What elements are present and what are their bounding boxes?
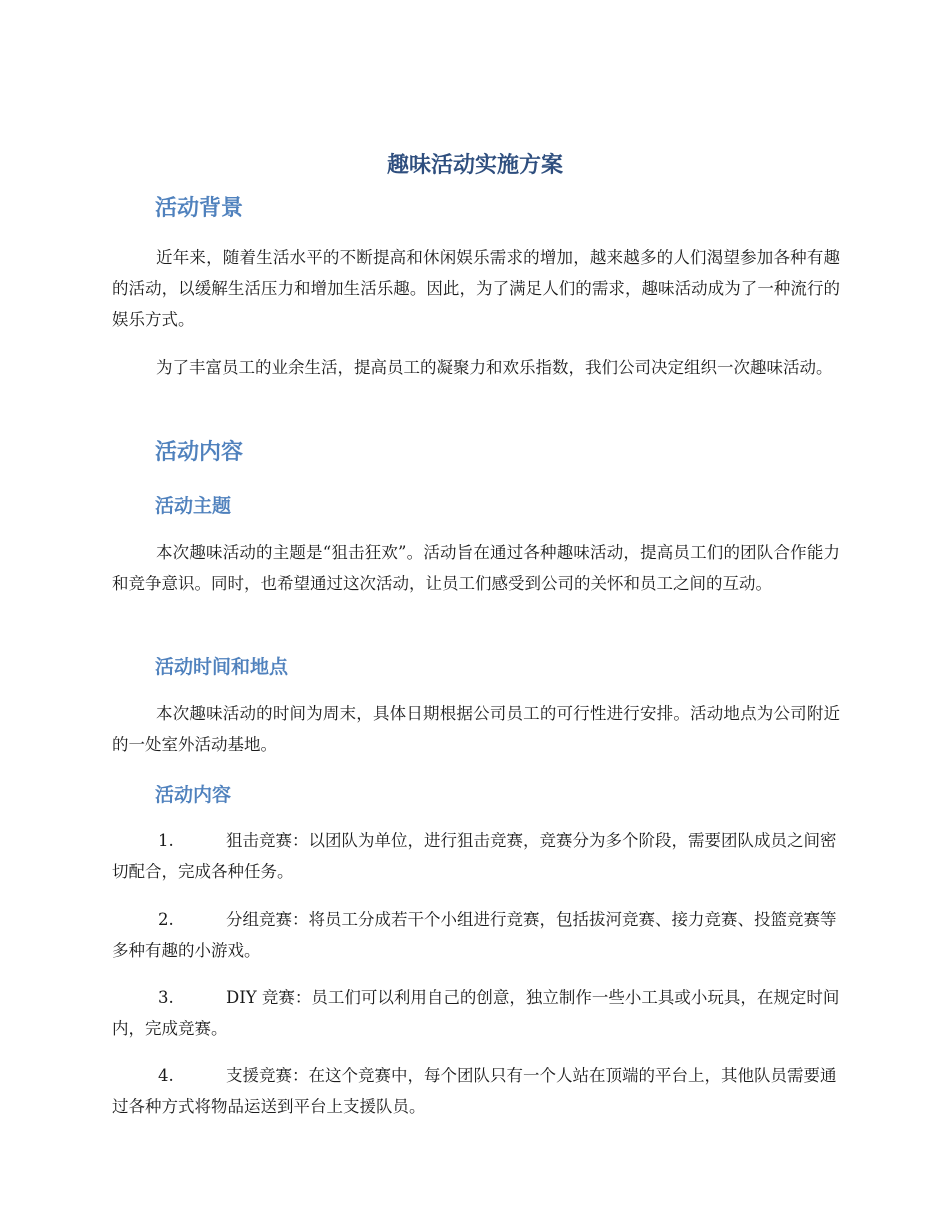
subheading-theme: 活动主题 (155, 495, 232, 517)
list-item-text: 分组竞赛：将员工分成若干个小组进行竞赛，包括拔河竞赛、接力竞赛、投篮竞赛等多种有趣的小游戏。 (112, 910, 837, 960)
list-item (112, 1060, 840, 1122)
list-item-number: 4. (158, 1066, 174, 1085)
list-item-text: 支援竞赛：在这个竞赛中，每个团队只有一个人站在顶端的平台上，其他队员需要通过各种方式将物品运送到平台上支援队员。 (112, 1066, 837, 1116)
subheading-time-place: 活动时间和地点 (155, 656, 289, 678)
document-title: 趣味活动实施方案 (386, 153, 563, 178)
section-heading-content: 活动内容 (155, 440, 244, 465)
background-paragraph-1: 近年来，随着生活水平的不断提高和休闲娱乐需求的增加，越来越多的人们渴望参加各种有趣的活动，以缓解生活压力和增加生活乐趣。因此，为了满足人们的需求，趣味活动成为了一种流行的娱乐方式。 (112, 248, 840, 329)
subheading-details: 活动内容 (155, 784, 232, 806)
list-item-text: 狙击竞赛：以团队为单位，进行狙击竞赛，竞赛分为多个阶段，需要团队成员之间密切配合，完成各种任务。 (112, 831, 837, 881)
list-item-number: 1. (158, 831, 174, 850)
list-item-text: DIY 竞赛：员工们可以利用自己的创意，独立制作一些小工具或小玩具，在规定时间内，完成竞赛。 (112, 988, 840, 1038)
list-item (112, 825, 840, 887)
list-item (112, 982, 840, 1044)
theme-paragraph: 本次趣味活动的主题是“狙击狂欢”。活动旨在通过各种趣味活动，提高员工们的团队合作能力和竞争意识。同时，也希望通过这次活动，让员工们感受到公司的关怀和员工之间的互动。 (112, 543, 840, 593)
list-item (112, 904, 840, 966)
section-heading-background: 活动背景 (155, 196, 244, 221)
list-item-number: 3. (158, 988, 174, 1007)
time-place-paragraph: 本次趣味活动的时间为周末，具体日期根据公司员工的可行性进行安排。活动地点为公司附近的一处室外活动基地。 (112, 704, 840, 754)
list-item-number: 2. (158, 910, 174, 929)
background-paragraph-2: 为了丰富员工的业余生活，提高员工的凝聚力和欢乐指数，我们公司决定组织一次趣味活动。 (156, 358, 833, 377)
